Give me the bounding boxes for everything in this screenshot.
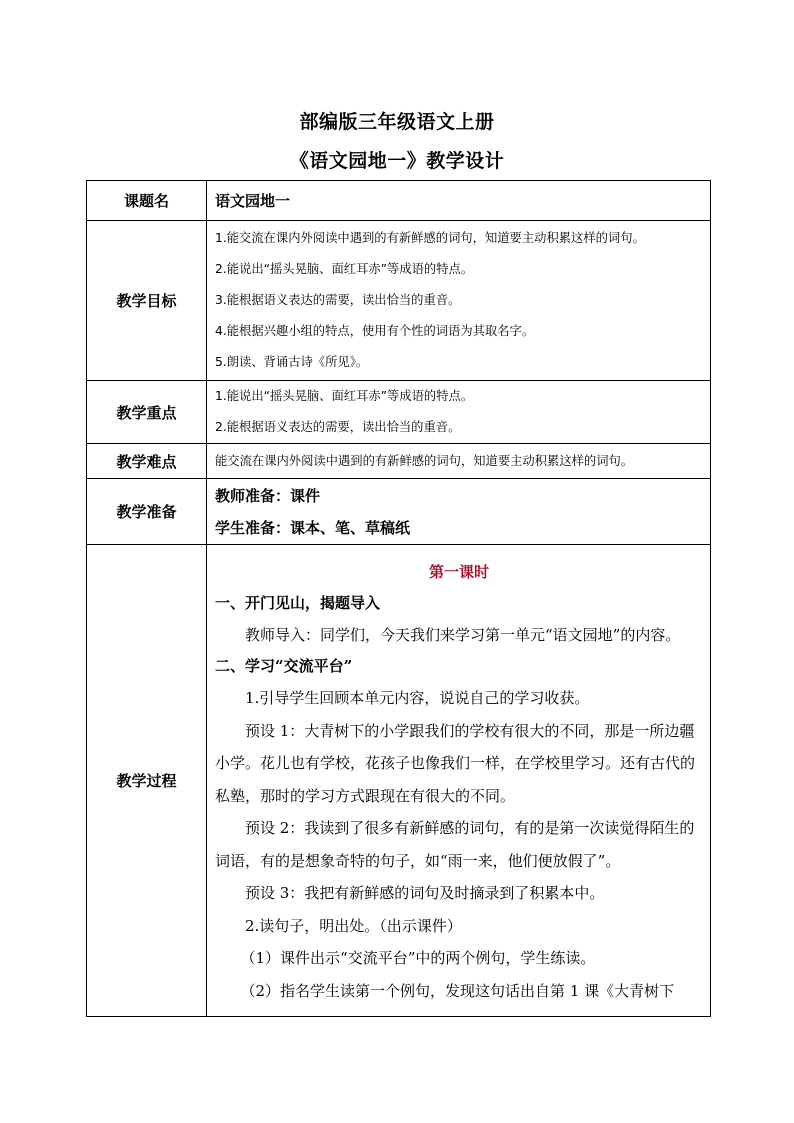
teacher-preparation: 教师准备：课件 bbox=[215, 486, 321, 505]
lesson-title: 第一课时 bbox=[428, 562, 489, 581]
paragraph: 教师导入：同学们，今天我们来学习第一单元“语文园地”的内容。 bbox=[245, 625, 681, 644]
topic-label: 课题名 bbox=[87, 181, 207, 221]
section-heading: 二、学习“交流平台” bbox=[215, 657, 353, 676]
lesson-plan-table bbox=[86, 180, 711, 1017]
topic-value: 语文园地一 bbox=[215, 191, 291, 210]
goal-item: 2.能说出“摇头晃脑、面红耳赤”等成语的特点。 bbox=[215, 262, 474, 276]
paragraph: 2.读句子，明出处。（出示课件） bbox=[245, 916, 462, 935]
goal-item: 5.朗读、背诵古诗《所见》。 bbox=[215, 355, 369, 369]
paragraph: 预设 1：大青树下的小学跟我们的学校有很大的不同，那是一所边疆小学。花儿也有学校，花孩子也像我们一样，在学校里学习。还有古代的私塾，那时的学习方式跟现在有很大的不同。 bbox=[215, 721, 696, 805]
key-point-item: 2.能根据语义表达的需要，读出恰当的重音。 bbox=[215, 420, 461, 434]
preparation-label: 教学准备 bbox=[87, 479, 207, 545]
key-point-item: 1.能说出“摇头晃脑、面红耳赤”等成语的特点。 bbox=[215, 389, 474, 403]
paragraph: 预设 3：我把有新鲜感的词句及时摘录到了积累本中。 bbox=[245, 884, 605, 903]
goals-label: 教学目标 bbox=[87, 221, 207, 381]
row-topic bbox=[87, 181, 711, 221]
key-points-label: 教学重点 bbox=[87, 381, 207, 444]
goal-item: 1.能交流在课内外阅读中遇到的有新鲜感的词句，知道要主动积累这样的词句。 bbox=[215, 231, 645, 245]
goal-item: 3.能根据语义表达的需要，读出恰当的重音。 bbox=[215, 293, 461, 307]
process-label: 教学过程 bbox=[87, 545, 207, 1017]
row-difficulty bbox=[87, 444, 711, 479]
goal-item: 4.能根据兴趣小组的特点，使用有个性的词语为其取名字。 bbox=[215, 324, 535, 338]
paragraph: 1.引导学生回顾本单元内容，说说自己的学习收获。 bbox=[245, 689, 590, 708]
row-process bbox=[87, 545, 711, 1017]
paragraph: （1）课件出示“交流平台”中的两个例句，学生练读。 bbox=[240, 949, 596, 968]
section-heading: 一、开门见山，揭题导入 bbox=[215, 593, 381, 612]
row-goals bbox=[87, 221, 711, 381]
row-key-points bbox=[87, 381, 711, 444]
document-subtitle: 《语文园地一》教学设计 bbox=[289, 150, 505, 172]
paragraph: （2）指名学生读第一个例句，发现这句话出自第 1 课《大青树下 bbox=[240, 981, 675, 1000]
row-preparation bbox=[87, 479, 711, 545]
difficulty-label: 教学难点 bbox=[87, 444, 207, 479]
paragraph: 预设 2：我读到了很多有新鲜感的词句，有的是第一次读觉得陌生的词语，有的是想象奇特的句子，如“雨一来，他们便放假了”。 bbox=[215, 819, 695, 870]
difficulty-value: 能交流在课内外阅读中遇到的有新鲜感的词句，知道要主动积累这样的词句。 bbox=[215, 453, 634, 468]
document-title: 部编版三年级语文上册 bbox=[299, 111, 495, 133]
student-preparation: 学生准备：课本、笔、草稿纸 bbox=[215, 518, 411, 537]
